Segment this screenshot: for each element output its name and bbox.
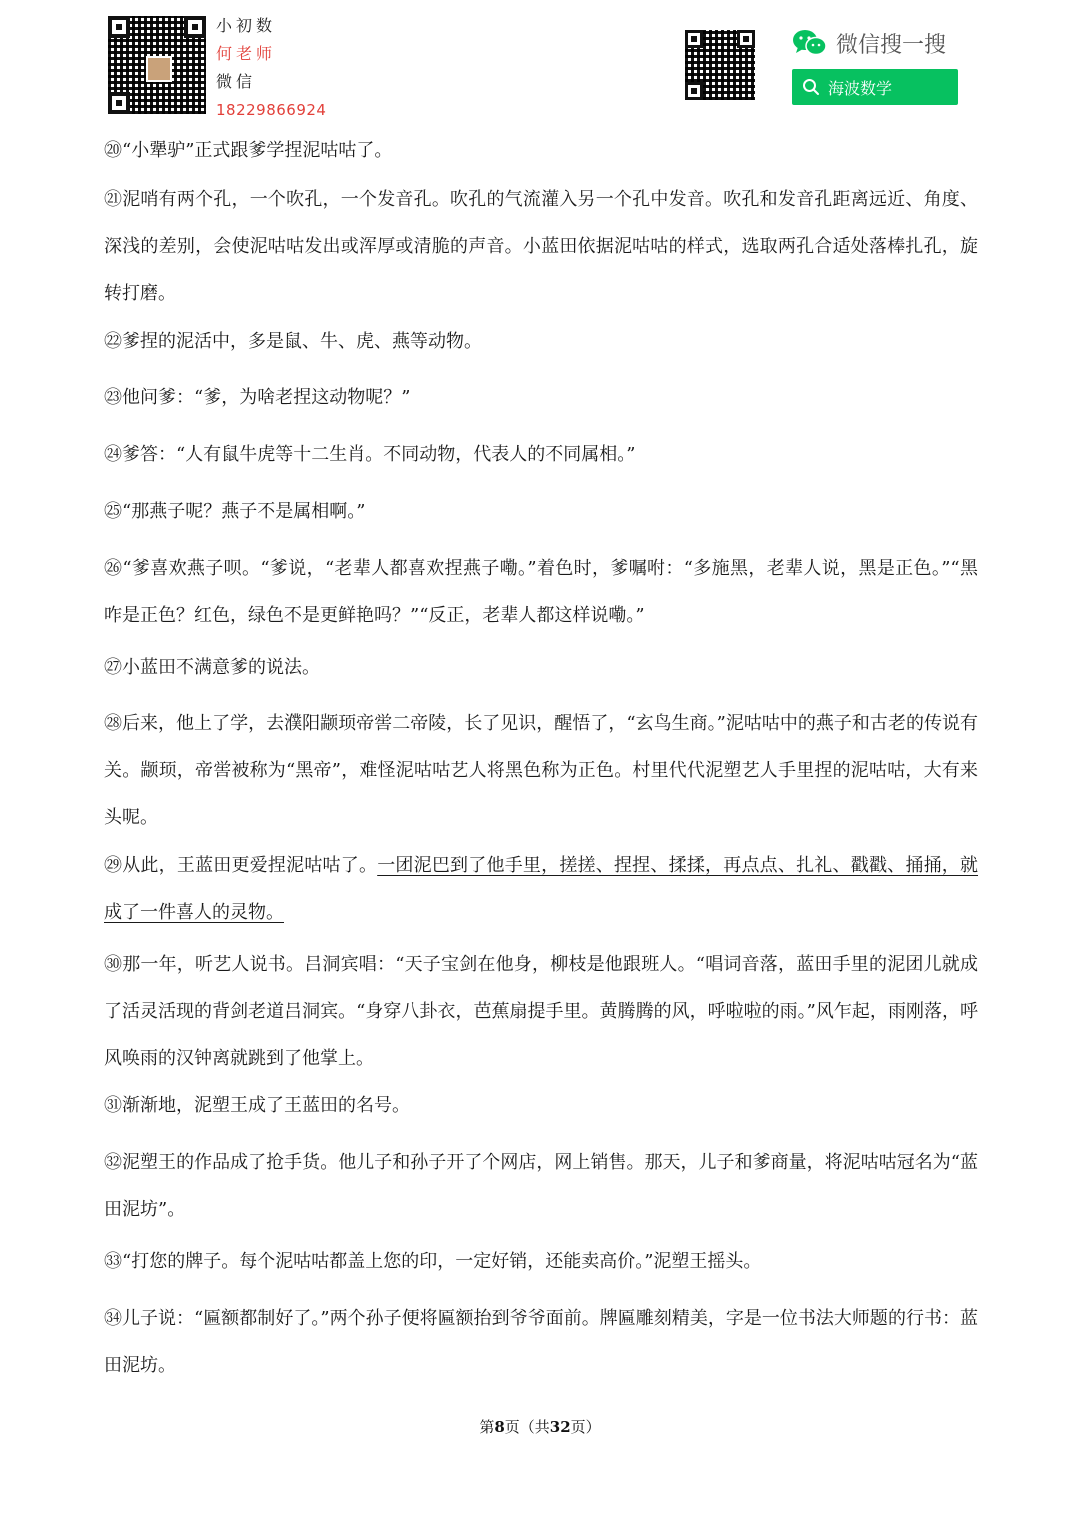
paragraph-30: ㉚那一年，听艺人说书。吕洞宾唱：“天子宝剑在他身，柳枝是他跟班人。“唱词音落，蓝田手里的泥团儿就成了活灵活现的背剑老道吕洞宾。“身穿八卦衣，芭蕉扇提手里。黄腾腾的风，呼啦啦的雨。”风乍起，雨刚落，呼风唤雨的汉钟离就跳到了他掌上。 bbox=[104, 954, 978, 1069]
paragraph-29-underlined: 一团泥巴到了他手里，搓搓、捏捏、揉揉，再点点、扎礼、戳戳、捅捅，就成了一件喜人的灵物。 bbox=[104, 855, 979, 923]
avatar bbox=[146, 56, 172, 82]
search-button[interactable] bbox=[792, 69, 958, 105]
paragraph-24: ㉔爹答：“人有鼠牛虎等十二生肖。不同动物，代表人的不同属相。” bbox=[104, 444, 636, 465]
paragraph-21: ㉑泥哨有两个孔，一个吹孔，一个发音孔。吹孔的气流灌入另一个孔中发音。吹孔和发音孔距离远近、角度、深浅的差别，会使泥咕咕发出或浑厚或清脆的声音。小蓝田依据泥咕咕的样式，选取两孔合适处落棒扎孔，旋转打磨。 bbox=[104, 189, 978, 304]
paragraph-26: ㉖“爹喜欢燕子呗。“爹说，“老辈人都喜欢捏燕子嘞。”着色时，爹嘱咐：“多施黑，老辈人说，黑是正色。”“黑咋是正色？红色，绿色不是更鲜艳吗？”“反正，老辈人都这样说嘞。” bbox=[104, 558, 978, 626]
paragraph-34: ㉞儿子说：“匾额都制好了。”两个孙子便将匾额抬到爷爷面前。牌匾雕刻精美，字是一位书法大师题的行书：蓝田泥坊。 bbox=[104, 1308, 978, 1376]
page-number bbox=[0, 1416, 1080, 1437]
contact-line-3: 微信 bbox=[216, 72, 257, 91]
contact-line-1: 小初数 bbox=[216, 16, 277, 35]
qr-code-teacher bbox=[108, 16, 206, 114]
page-prefix: 第 bbox=[479, 1418, 495, 1436]
wechat-search-widget bbox=[792, 26, 962, 106]
paragraph-28: ㉘后来，他上了学，去濮阳颛顼帝喾二帝陵，长了见识，醒悟了，“玄鸟生商。”泥咕咕中的燕子和古老的传说有关。颛顼，帝喾被称为“黑帝”，难怪泥咕咕艺人将黑色称为正色。村里代代泥塑艺人手里捏的泥咕咕，大有来头呢。 bbox=[104, 713, 978, 828]
paragraph-20: ⑳“小犟驴”正式跟爹学捏泥咕咕了。 bbox=[104, 140, 393, 161]
paragraph-29 bbox=[104, 842, 978, 936]
page-middle: 页（共 bbox=[504, 1418, 550, 1436]
paragraph-25: ㉕“那燕子呢？燕子不是属相啊。” bbox=[104, 501, 366, 522]
paragraph-33: ㉝“打您的牌子。每个泥咕咕都盖上您的印，一定好销，还能卖高价。”泥塑王摇头。 bbox=[104, 1251, 762, 1272]
paragraph-29-text: ㉙从此，王蓝田更爱捏泥咕咕了。 bbox=[104, 855, 378, 876]
qr-code-official-account bbox=[685, 30, 755, 100]
total-pages: 32 bbox=[549, 1418, 571, 1436]
paragraph-22: ㉒爹捏的泥活中，多是鼠、牛、虎、燕等动物。 bbox=[104, 331, 482, 352]
contact-line-2: 何老师 bbox=[216, 44, 277, 63]
wechat-logo-icon bbox=[792, 28, 828, 58]
search-icon bbox=[802, 78, 820, 96]
paragraph-23: ㉓他问爹：“爹，为啥老捏这动物呢？” bbox=[104, 387, 411, 408]
page-suffix: 页） bbox=[570, 1418, 601, 1436]
contact-phone: 18229866924 bbox=[216, 101, 327, 119]
teacher-contact bbox=[216, 12, 326, 124]
current-page: 8 bbox=[494, 1418, 505, 1436]
wechat-search-title: 微信搜一搜 bbox=[836, 33, 947, 58]
paragraph-27: ㉗小蓝田不满意爹的说法。 bbox=[104, 657, 320, 678]
paragraph-32: ㉜泥塑王的作品成了抢手货。他儿子和孙子开了个网店，网上销售。那天，儿子和爹商量，将泥咕咕冠名为“蓝田泥坊”。 bbox=[104, 1152, 978, 1220]
search-button-label: 海波数学 bbox=[828, 78, 893, 98]
paragraph-31: ㉛渐渐地，泥塑王成了王蓝田的名号。 bbox=[104, 1095, 410, 1116]
